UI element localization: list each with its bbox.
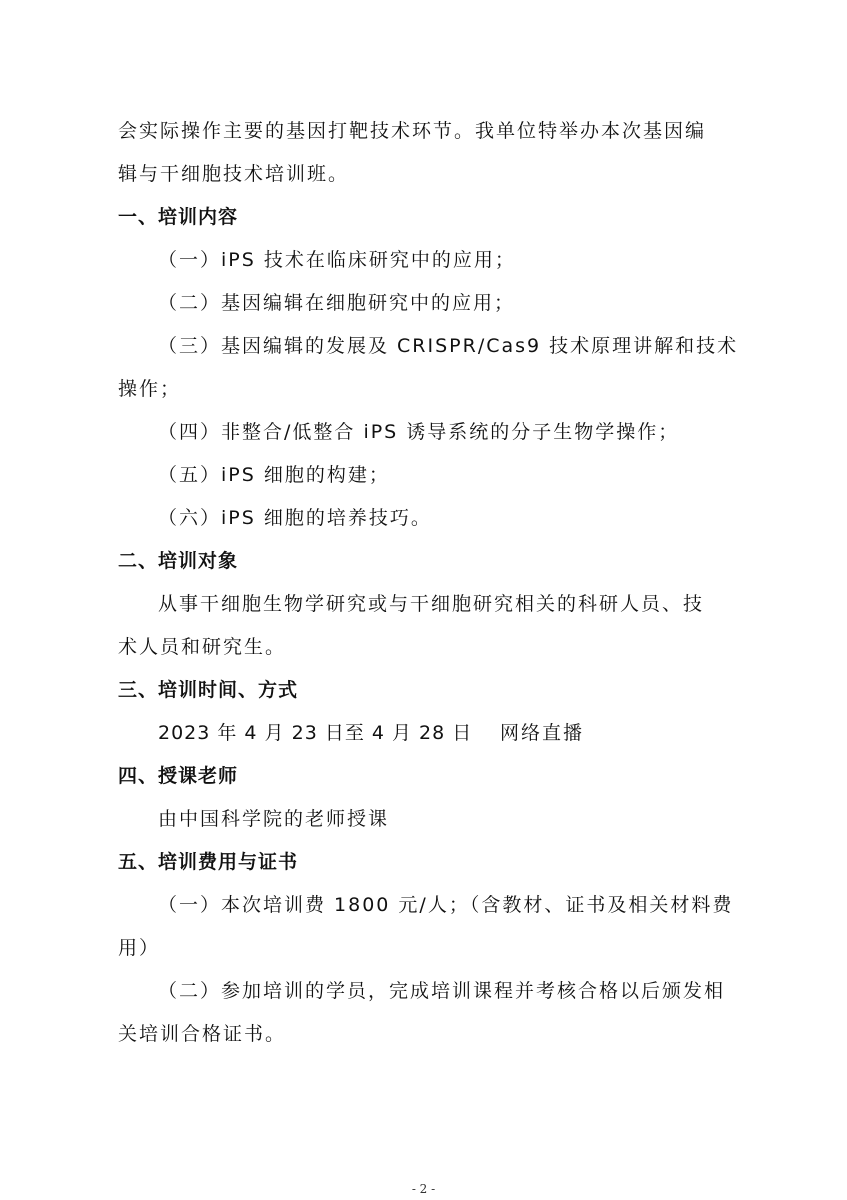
content-item-5: （五）iPS 细胞的构建； — [158, 464, 390, 486]
section-heading-time: 三、培训时间、方式 — [118, 679, 299, 701]
intro-line-2: 辑与干细胞技术培训班。 — [118, 163, 350, 185]
teachers-text: 由中国科学院的老师授课 — [158, 808, 390, 830]
content-item-1: （一）iPS 技术在临床研究中的应用； — [158, 249, 516, 271]
section-heading-content: 一、培训内容 — [118, 206, 239, 228]
section-heading-teachers: 四、授课老师 — [118, 765, 239, 787]
audience-line-2: 术人员和研究生。 — [118, 636, 287, 658]
audience-line-1: 从事干细胞生物学研究或与干细胞研究相关的科研人员、技 — [158, 593, 705, 615]
content-item-6: （六）iPS 细胞的培养技巧。 — [158, 507, 432, 529]
training-dates: 2023 年 4 月 23 日至 4 月 28 日 — [158, 722, 473, 744]
fees-item-1-continued: 用） — [118, 937, 161, 959]
fees-item-1: （一）本次培训费 1800 元/人；（含教材、证书及相关材料费 — [158, 894, 734, 916]
intro-line-1: 会实际操作主要的基因打靶技术环节。我单位特举办本次基因编 — [118, 120, 707, 142]
page-number: - 2 - — [411, 1182, 436, 1196]
section-heading-fees: 五、培训费用与证书 — [118, 851, 299, 873]
content-item-3-continued: 操作； — [118, 378, 182, 400]
content-item-4: （四）非整合/低整合 iPS 诱导系统的分子生物学操作； — [158, 421, 680, 443]
section-heading-audience: 二、培训对象 — [118, 550, 239, 572]
fees-item-2: （二）参加培训的学员，完成培训课程并考核合格以后颁发相 — [158, 980, 726, 1002]
training-mode: 网络直播 — [500, 722, 585, 744]
content-item-2: （二）基因编辑在细胞研究中的应用； — [158, 292, 516, 314]
content-item-3: （三）基因编辑的发展及 CRISPR/Cas9 技术原理讲解和技术 — [158, 335, 739, 357]
fees-item-2-continued: 关培训合格证书。 — [118, 1023, 287, 1045]
